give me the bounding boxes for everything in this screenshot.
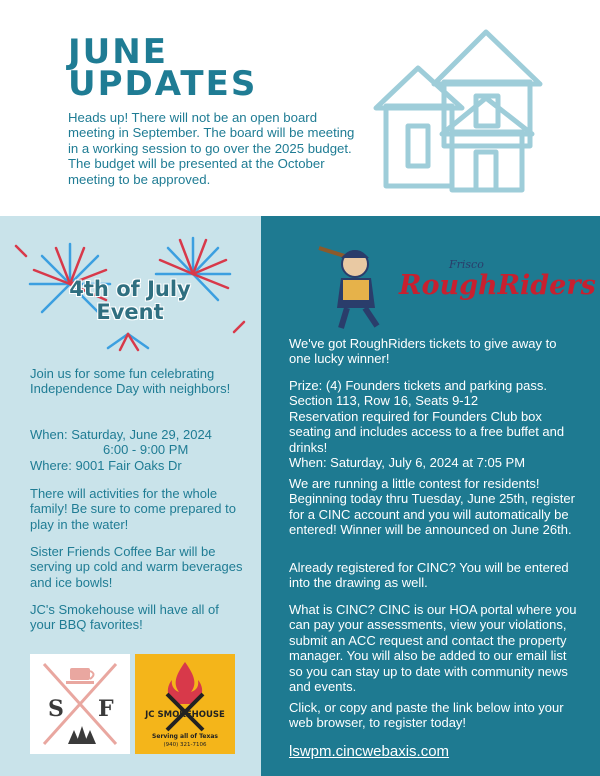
- prize-details: [289, 378, 579, 470]
- header-section: [0, 0, 600, 216]
- roughriders-logo: [311, 228, 596, 332]
- roughriders-wordmark: RoughRiders: [399, 270, 596, 301]
- register-instructions: Click, or copy and paste the link below into your web browser, to register today!: [289, 700, 564, 731]
- event-details: [30, 427, 245, 473]
- board-meeting-notice: Heads up! There will not be an open board meeting in September. The board will be meeting in a working session to go over the 2025 budget. The budget will be presented at the October meeting to be approved.: [68, 110, 355, 187]
- giveaway-text: We've got RoughRiders tickets to give away to one lucky winner!: [289, 336, 557, 367]
- sister-friends-logo: [30, 654, 130, 754]
- event-title-line-1: 4th of July: [69, 277, 191, 301]
- cinc-portal-link[interactable]: lswpm.cincwebaxis.com: [289, 743, 450, 760]
- game-date-line: When: Saturday, July 6, 2024 at 7:05 PM: [289, 455, 526, 471]
- event-time: 6:00 - 9:00 PM: [103, 442, 189, 458]
- event-intro: Join us for some fun celebrating Independence Day with neighbors!: [30, 366, 231, 397]
- coffee-cup-icon: [30, 654, 130, 754]
- when-label: When:: [30, 427, 68, 442]
- seats-line: Section 113, Row 16, Seats 9-12: [289, 393, 479, 409]
- contest-text: We are running a little contest for residents! Beginning today thru Tuesday, June 25th, register for a CINC account and you will automatically be entered! Winner will be announced on June 26th.: [289, 476, 575, 538]
- sf-letter-s: S: [48, 696, 64, 722]
- already-registered-text: Already registered for CINC? You will be entered into the drawing as well.: [289, 560, 569, 591]
- smokehouse-text: JC's Smokehouse will have all of your BBQ favorites!: [30, 602, 219, 633]
- title-line-2: UPDATES: [68, 64, 258, 104]
- houses-icon: [372, 22, 548, 198]
- jc-smokehouse-phone: (940) 321-7106: [163, 742, 207, 748]
- coffee-text: Sister Friends Coffee Bar will be serving up cold and warm beverages and ice bowls!: [30, 544, 243, 590]
- july-4th-panel: [0, 216, 261, 776]
- jc-smokehouse-tagline: Serving all of Texas: [152, 733, 218, 740]
- reservation-line: Reservation required for Founders Club box seating and includes access to a free buffet and drinks!: [289, 408, 565, 455]
- activities-text: There will activities for the whole family! Be sure to come prepared to play in the water!: [30, 486, 236, 532]
- roughriders-panel: [261, 216, 600, 776]
- where-label: Where:: [30, 457, 72, 473]
- event-address: 9001 Fair Oaks Dr: [75, 457, 182, 473]
- sf-letter-f: F: [98, 696, 114, 722]
- roughriders-script: Frisco: [449, 258, 484, 271]
- jc-smokehouse-logo: [135, 654, 235, 754]
- event-date: Saturday, June 29, 2024: [71, 427, 212, 442]
- mascot-icon: [319, 248, 377, 328]
- flame-grill-icon: [135, 654, 235, 754]
- jc-smokehouse-name: JC SMOKEHOUSE: [145, 710, 225, 720]
- event-title-line-2: Event: [96, 300, 164, 324]
- cinc-description: What is CINC? CINC is our HOA portal where you can pay your assessments, view your violations, submit an ACC request and contact the property manager. You will also be added to our email list so you can stay up to date with community news and events.: [289, 602, 577, 695]
- where-row: [30, 458, 245, 473]
- title-line-1: JUNE: [68, 32, 168, 72]
- event-title: [30, 278, 230, 324]
- page-title: [68, 32, 258, 104]
- prize-line: Prize: (4) Founders tickets and parking pass.: [289, 378, 547, 393]
- when-row: [30, 427, 245, 442]
